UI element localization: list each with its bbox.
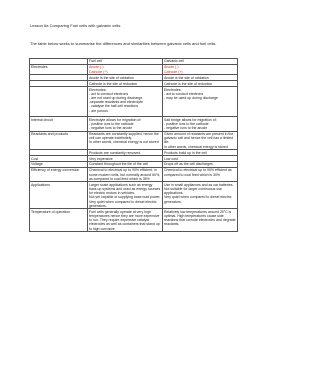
- cell-line: Products are constantly removed.: [89, 150, 142, 155]
- cell-line: Very quiet when compared to diesel electric generators.: [164, 195, 232, 204]
- cell-line: Fuel cells generally operate at very high temperatures hence they are more expensive to run. They require expensive catalyst electrodes as well as containers that stand up to high corrosive: [89, 209, 160, 231]
- cell-line: Very quiet when compared to diesel electric generators.: [89, 199, 157, 208]
- intro-paragraph: The table below seeks to summarise the differences and similarities between galvanic cells and fuel cells.: [30, 41, 217, 46]
- galvanic-cell: [163, 168, 238, 182]
- cell-line: Larger scale applications such as energy back-up systems and used as energy sources for electric motors in vehicles.: [89, 182, 161, 196]
- fuel-electrode-signs: [88, 64, 163, 74]
- cell-line: Constant throughout the life of the cell: [89, 162, 148, 167]
- row-label: Internal circuit: [30, 117, 88, 131]
- fuel-electrode-properties: [88, 87, 163, 117]
- row-label: Cost: [30, 156, 88, 162]
- galvanic-electrode-signs: [163, 64, 238, 74]
- row-label: Applications: [30, 182, 88, 209]
- cell-line: - negative ions to the anode: [164, 125, 208, 130]
- header-cell-fuel: Fuel cell: [88, 59, 163, 65]
- table-row: [30, 182, 238, 209]
- header-cell-galvanic: Galvanic cell: [163, 59, 238, 65]
- fuel-cell: [88, 209, 163, 232]
- cell-line: - negative ions to the anode: [89, 125, 133, 130]
- cell-line: Not yet capable of supplying base load power.: [89, 195, 161, 200]
- table-row: [30, 87, 238, 117]
- fuel-cell: [88, 117, 163, 131]
- cell-line: Relatively low temperatures around 25°C is optimal. High temperatures cause side reactions that corrode electrodes and degrade reactants.: [164, 209, 236, 227]
- fuel-anode-sign: Anode (-): [89, 65, 104, 70]
- fuel-cell: [88, 182, 163, 209]
- list-item: -separate reactants and electrolyte: [89, 100, 143, 105]
- row-label: Reactants and products: [30, 131, 88, 150]
- cell-line: - positive ions to the cathode: [89, 121, 134, 126]
- cell-line: Products build up in the cell: [164, 150, 207, 155]
- cell-line: Given amount of reactants are present in the galvanic cell and hence the cell has a limited life.: [164, 131, 234, 145]
- cell-line: Drops off as the cell discharges.: [164, 162, 214, 167]
- table-row: [30, 168, 238, 182]
- list-item: - are porous: [89, 108, 108, 113]
- galvanic-anode-sign: Anode (-): [164, 65, 179, 70]
- galvanic-cell: [163, 209, 238, 232]
- list-item: - may be used up during discharge: [164, 95, 218, 100]
- galvanic-cell: [163, 131, 238, 150]
- galvanic-cell: [163, 117, 238, 131]
- list-item: - catalyse the half-cell reactions: [89, 104, 139, 109]
- list-item: - act to conduct electrons: [164, 91, 204, 96]
- cell-line: Reactants are constantly supplied, hence the cell can operate indefinitely.: [89, 131, 159, 141]
- cell-line: Not suitable for larger continuous use applications.: [164, 187, 222, 196]
- list-item: Electrodes:: [164, 87, 182, 92]
- list-item: - are not used up during discharge: [89, 95, 143, 100]
- table-row: [30, 131, 238, 150]
- comparison-rows: [30, 117, 238, 232]
- table-row: [30, 117, 238, 131]
- list-item: Electrodes:: [89, 87, 107, 92]
- list-item: - act to conduct electrons: [89, 91, 129, 96]
- row-label: Temperature of operation: [30, 209, 88, 232]
- cell-line: Chemical to electrical up to 90% efficient as compared to coal fired which is 30%: [164, 168, 232, 177]
- cell-line: Very expensive: [89, 156, 113, 161]
- cell-line: Electrolyte allows for migration of:: [89, 117, 142, 122]
- galvanic-cathode-sign: Cathode (+): [164, 69, 183, 74]
- cell-line: - positive ions to the cathode: [164, 121, 209, 126]
- row-label: Voltage: [30, 162, 88, 168]
- cell-line: Salt bridge allows for migration of:: [164, 117, 217, 122]
- galvanic-electrode-properties: [163, 87, 238, 117]
- cell-line: In other words, chemical energy is not stored: [89, 140, 159, 145]
- table-row: [30, 209, 238, 232]
- table-row: [30, 64, 238, 74]
- electrodes-label: Electrodes: [30, 64, 88, 74]
- spacer: [89, 113, 161, 116]
- fuel-oxidation: Anode is the site of oxidation: [88, 75, 163, 81]
- row-label: Efficiency of energy conversion: [30, 168, 88, 182]
- comparison-table: [29, 58, 238, 232]
- fuel-cathode-sign: Cathode (+): [89, 69, 108, 74]
- galvanic-reduction: Cathode is the site of reduction: [163, 81, 238, 87]
- page-title: Lesson 6a Comparing Fuel cells with galvanic cells.: [30, 23, 122, 28]
- fuel-cell: [88, 131, 163, 150]
- fuel-cell: [88, 168, 163, 182]
- cell-line: Use in small appliances and as car batteries.: [164, 182, 234, 187]
- galvanic-oxidation: Anode is the site of oxidation: [163, 75, 238, 81]
- table-cell: [30, 87, 88, 117]
- fuel-reduction: Cathode is the site of reduction: [88, 81, 163, 87]
- cell-line: In other words, chemical energy is stored: [164, 144, 228, 149]
- galvanic-cell: [163, 182, 238, 209]
- cell-line: Low cost: [164, 156, 178, 161]
- cell-line: Chemical to electrical up to 90% efficient, in some modern cells, but normally around 60%, as compared to coal fired which is 35%: [89, 168, 161, 181]
